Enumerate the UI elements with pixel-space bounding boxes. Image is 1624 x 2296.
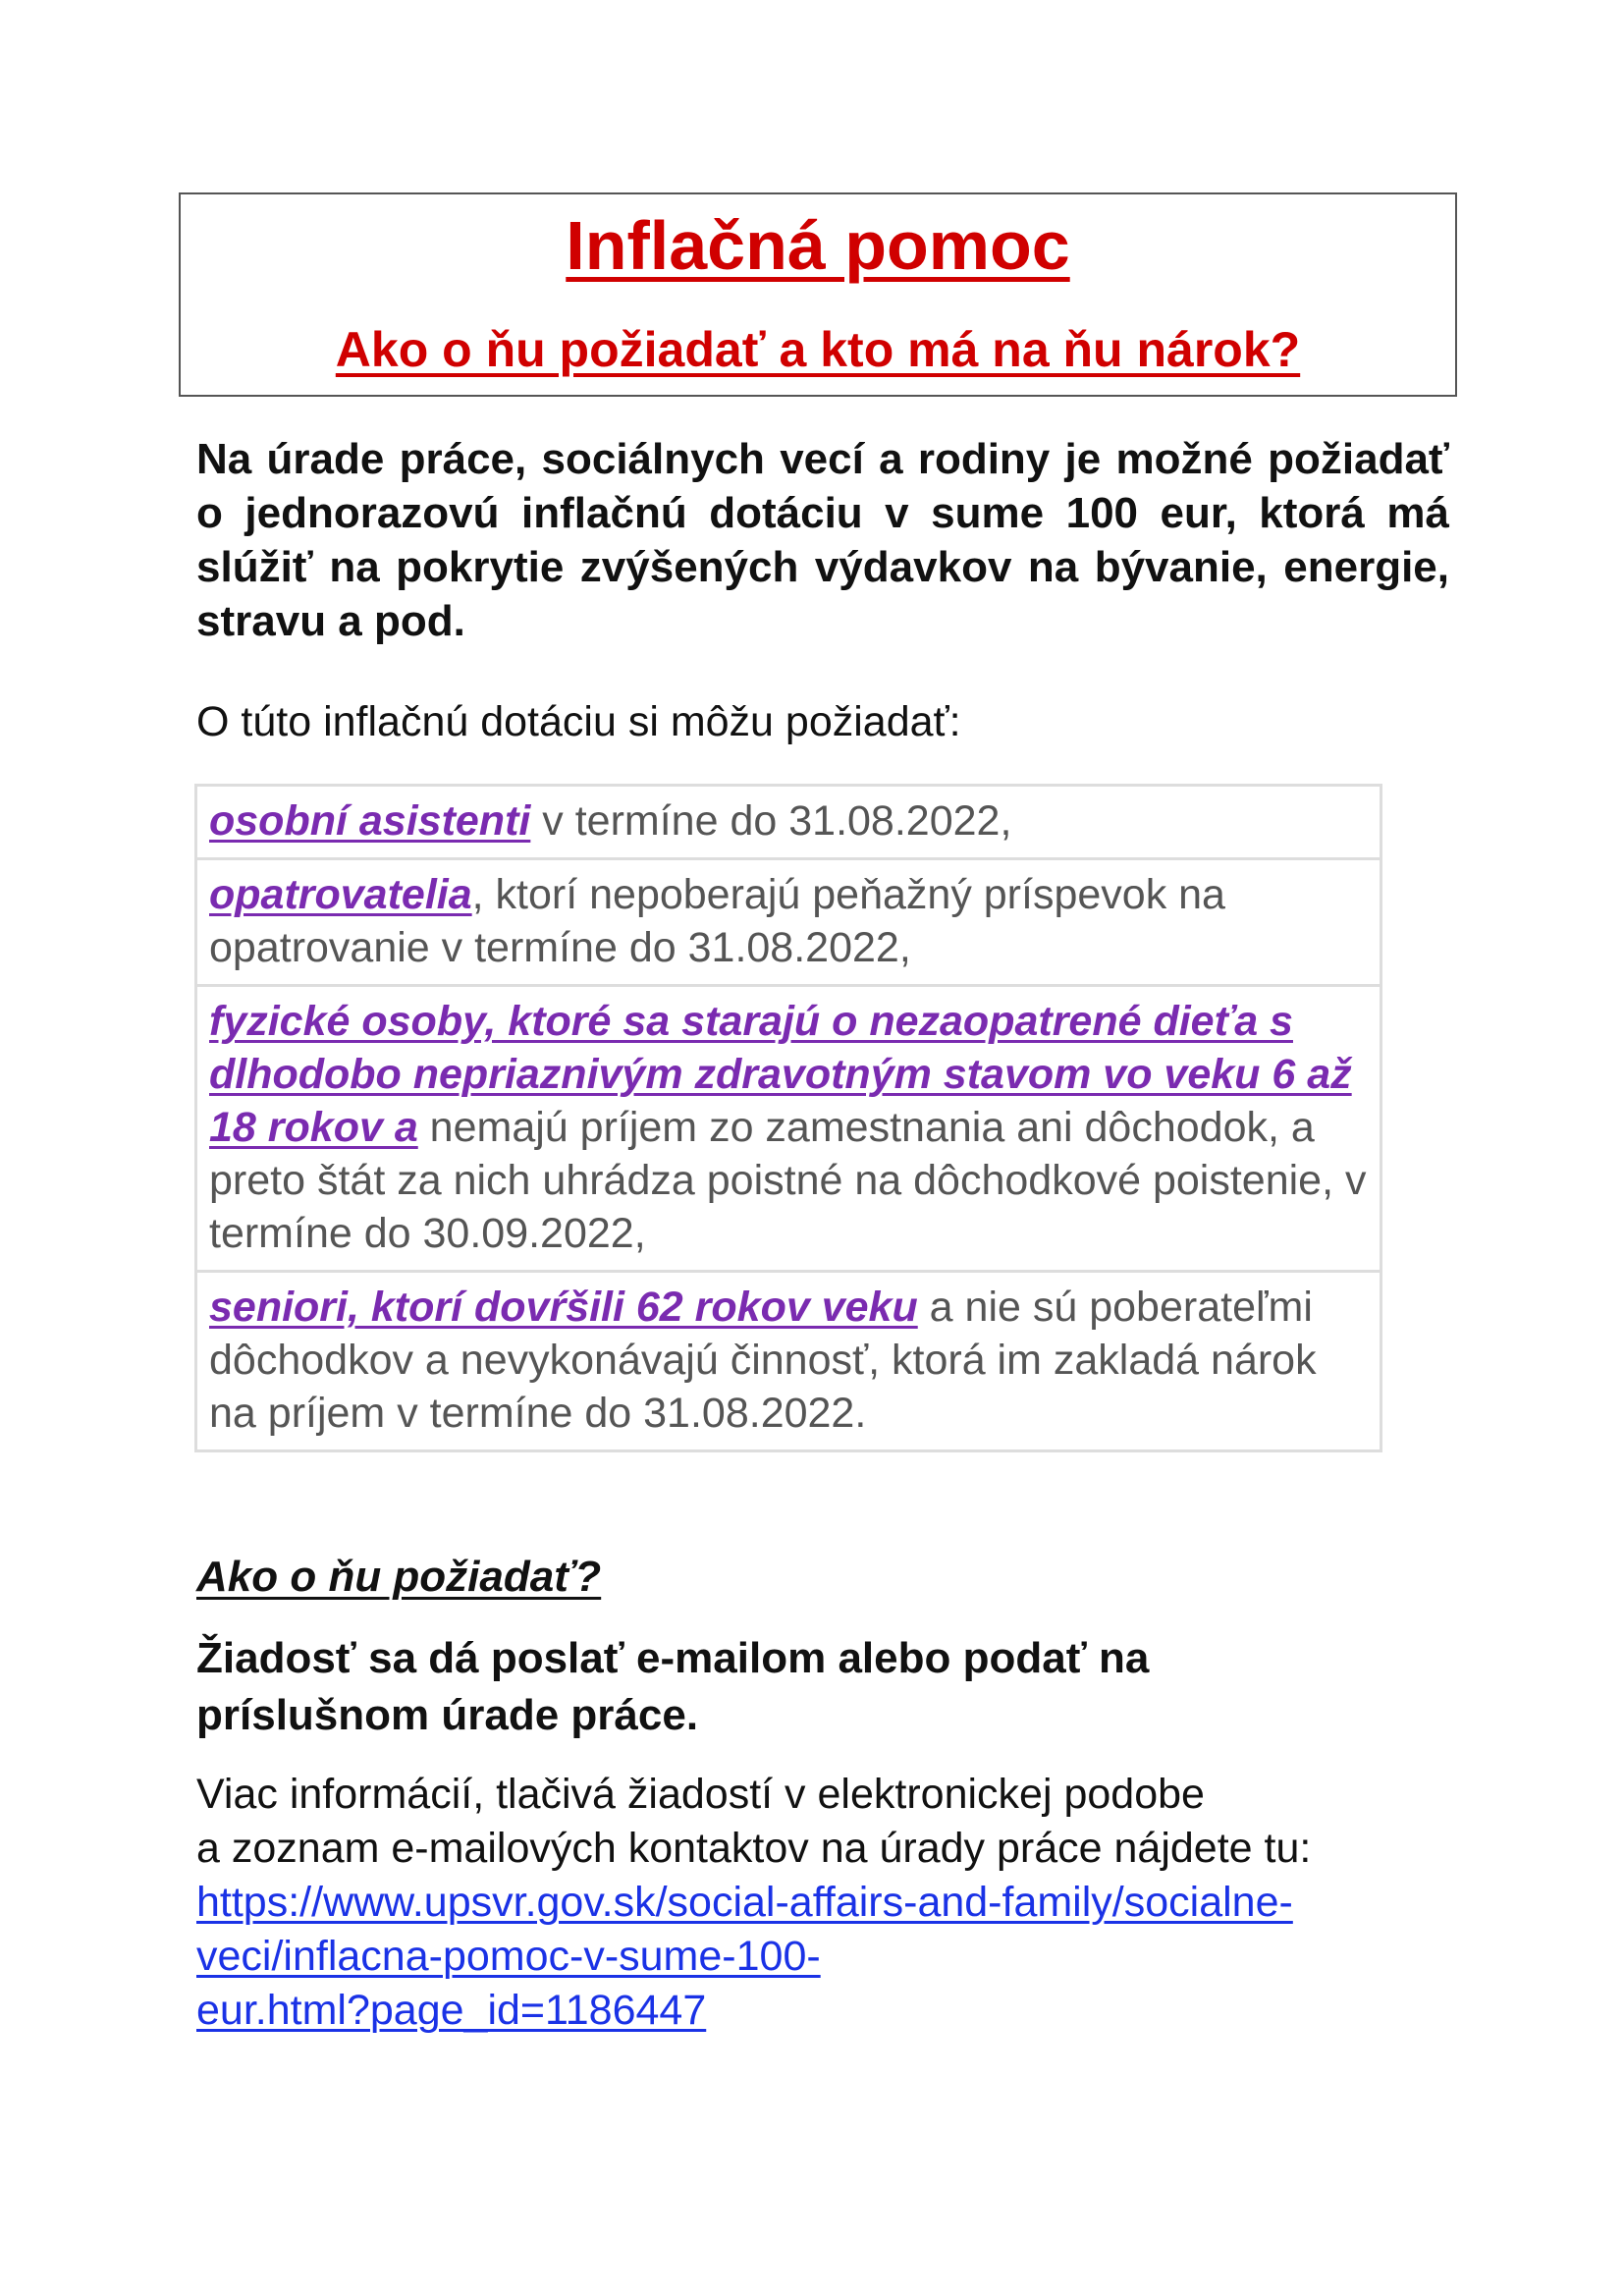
info-link-part: eur.html?page_id=1186447: [196, 1987, 707, 2034]
eligibility-keyword: seniori, ktorí dovŕšili 62 rokov veku: [209, 1284, 918, 1331]
eligibility-keyword: osobní asistenti: [209, 797, 531, 845]
more-info-line: Viac informácií, tlačivá žiadostí v elektronickej podobe: [196, 1771, 1205, 1818]
eligibility-item-assistants: [196, 786, 1381, 859]
title-box: [179, 192, 1457, 397]
table-row: [196, 786, 1381, 859]
eligibility-keyword: opatrovatelia: [209, 871, 472, 918]
info-link-part: veci/inflacna-pomoc-v-sume-100-: [196, 1933, 821, 1980]
table-row: [196, 986, 1381, 1272]
info-link-part: https://www.upsvr.gov.sk/social-affairs-and-family/socialne-: [196, 1879, 1293, 1926]
table-row: [196, 859, 1381, 986]
eligibility-table: [194, 784, 1382, 1452]
eligibility-detail: nemajú príjem zo zamestnania ani dôchodok, a preto štát za nich uhrádza poistné na dôchodkové poistenie, v termíne do 30.09.2022,: [209, 1104, 1367, 1257]
page-title: Inflačná pomoc: [566, 207, 1070, 284]
eligibility-keyword: fyzické osoby, ktoré sa starajú o nezaopatrené dieťa s dlhodobo nepriaznivým zdravotným stavom vo veku 6 až 18 rokov a: [209, 998, 1352, 1151]
intro-paragraph: Na úrade práce, sociálnych vecí a rodiny je možné požiadať o jednorazovú inflačnú dotáciu v sume 100 eur, ktorá má slúžiť na pokrytie zvýšených výdavkov na bývanie, energie, stravu a pod.: [196, 435, 1449, 645]
info-link[interactable]: [196, 1876, 1463, 1930]
eligibility-lead: O túto inflačnú dotáciu si môžu požiadať:: [196, 698, 961, 745]
page-subtitle: Ako o ňu požiadať a kto má na ňu nárok?: [335, 322, 1301, 377]
eligibility-detail: a nie sú poberateľmi dôchodkov a nevykonávajú činnosť, ktorá im zakladá nárok na príjem v termíne do 31.08.2022.: [209, 1284, 1317, 1437]
eligibility-item-parents: [196, 986, 1381, 1272]
eligibility-item-caregivers: [196, 859, 1381, 986]
how-to-apply-heading: Ako o ňu požiadať?: [196, 1553, 602, 1601]
info-link[interactable]: [196, 1930, 1463, 1984]
eligibility-item-seniors: [196, 1272, 1381, 1451]
more-info-paragraph: [196, 1768, 1463, 2038]
info-link[interactable]: [196, 1984, 1463, 2038]
how-to-apply-text: Žiadosť sa dá poslať e-mailom alebo podať na príslušnom úrade práce.: [196, 1634, 1150, 1739]
table-row: [196, 1272, 1381, 1451]
eligibility-detail: v termíne do 31.08.2022,: [530, 797, 1012, 845]
eligibility-detail: , ktorí nepoberajú peňažný príspevok na opatrovanie v termíne do 31.08.2022,: [209, 871, 1225, 971]
more-info-line: a zoznam e-mailových kontaktov na úrady práce nájdete tu:: [196, 1825, 1312, 1872]
